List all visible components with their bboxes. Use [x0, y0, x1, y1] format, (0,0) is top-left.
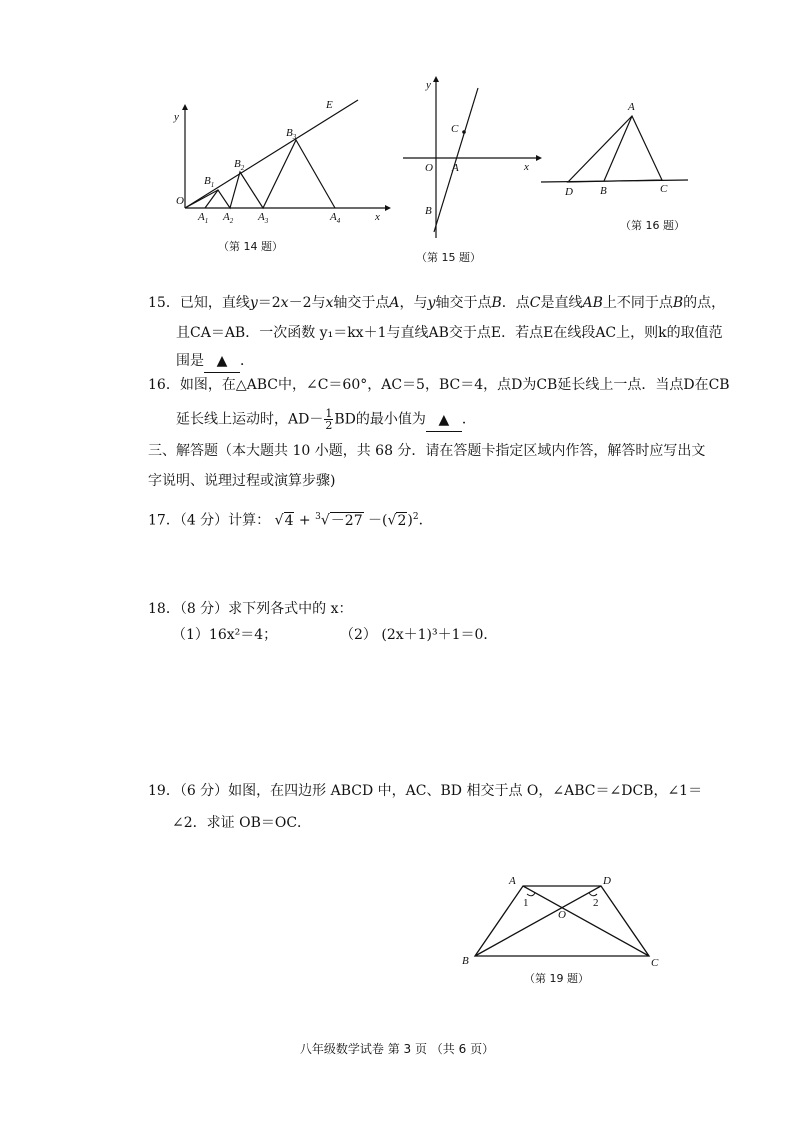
figure-15-caption: （第 15 题）: [416, 251, 481, 264]
fig19-o-label: O: [558, 909, 566, 921]
question-15-line-2: 且CA＝AB．一次函数 y₁＝kx＋1与直线AB交于点E．若点E在线段AC上，则k的取值范: [176, 325, 723, 341]
fig15-origin-label: O: [425, 162, 433, 174]
figure-16: [538, 96, 698, 206]
fig15-c-label: C: [451, 123, 459, 135]
fraction-one-half: $\frac{1}{2}$: [325, 407, 333, 432]
sqrt-icon: √: [387, 512, 397, 529]
fig16-b-label: B: [600, 185, 607, 197]
question-15-line-3: 围是 ▲ ．: [176, 350, 254, 373]
figure-14-diagram: [160, 80, 400, 230]
fig19-b-label: B: [462, 955, 469, 967]
fig14-a2-label: $A_2$: [223, 211, 234, 225]
figure-19-caption: （第 19 题）: [524, 972, 589, 985]
fig15-b-label: B: [425, 205, 432, 217]
fig19-c-label: C: [651, 957, 659, 969]
fig14-x-label: x: [375, 211, 380, 223]
figure-14: [160, 80, 400, 230]
figure-15-diagram: [398, 70, 548, 245]
fig15-a-label: A: [452, 162, 459, 174]
cube-root-icon: √: [320, 512, 330, 529]
question-17-number: 17．: [148, 512, 180, 529]
figure-14-caption: （第 14 题）: [218, 240, 283, 253]
question-19-line-1: 19．（6 分）如图，在四边形 ABCD 中，AC、BD 相交于点 O，∠ABC＝∠DCB，∠1＝: [148, 783, 703, 799]
fig15-y-label: y: [426, 79, 431, 91]
sqrt-icon: √: [274, 512, 284, 529]
fig19-a-label: A: [509, 875, 516, 887]
fig15-x-label: x: [524, 161, 529, 173]
fig19-d-label: D: [603, 875, 611, 887]
fig14-a3-label: $A_3$: [258, 211, 269, 225]
fig14-b1-label: $B_1$: [204, 175, 215, 189]
fig14-b2-label: $B_2$: [234, 158, 245, 172]
fig16-d-label: D: [565, 186, 573, 198]
fig19-angle-1-label: 1: [523, 897, 529, 909]
answer-blank-15[interactable]: ▲: [204, 350, 240, 373]
question-15-number: 15．: [148, 295, 180, 311]
fig14-y-label: y: [174, 111, 179, 123]
section-3-heading-line-1: 三、解答题（本大题共 10 小题，共 68 分．请在答题卡指定区域内作答，解答时应写出文: [148, 443, 706, 459]
question-19-number: 19．: [148, 783, 180, 799]
section-3-heading-line-2: 字说明、说理过程或演算步骤): [148, 473, 336, 489]
figure-15: [398, 70, 548, 245]
question-18-number: 18．: [148, 601, 180, 617]
fig14-e-label: E: [326, 99, 333, 111]
question-16-line-1: 16．如图，在△ABC中，∠C＝60°，AC＝5，BC＝4，点D为CB延长线上一点．当点D在CB: [148, 377, 730, 393]
question-19-line-2: ∠2．求证 OB＝OC．: [172, 815, 312, 831]
answer-blank-16[interactable]: ▲: [426, 409, 462, 432]
fig16-a-label: A: [628, 101, 635, 113]
question-18: 18．（8 分）求下列各式中的 x：: [148, 601, 353, 617]
fig19-angle-2-label: 2: [593, 897, 599, 909]
page-footer: 八年级数学试卷 第 3 页 （共 6 页）: [299, 1042, 495, 1056]
fig16-c-label: C: [660, 183, 668, 195]
fig14-a1-label: $A_1$: [198, 211, 209, 225]
figure-16-diagram: [538, 96, 698, 206]
fig14-origin-label: O: [176, 195, 184, 207]
question-18-part-1: （1）16x²＝4；: [172, 627, 278, 643]
question-16-line-2: 延长线上运动时，AD－ $\frac{1}{2}$ BD的最小值为 ▲ ．: [176, 407, 476, 432]
figure-19-diagram: [455, 870, 670, 970]
fig14-b3-label: $B_3$: [286, 127, 297, 141]
question-16-number: 16．: [148, 377, 180, 393]
figure-16-caption: （第 16 题）: [620, 219, 685, 232]
question-18-part-2: （2） (2x＋1)³＋1＝0．: [340, 627, 498, 643]
question-15-line-1: 15．已知，直线y＝2x－2与x轴交于点A，与y轴交于点B．点C是直线AB上不同于点B的点，: [148, 295, 726, 311]
figure-19: [455, 870, 670, 970]
fig14-a4-label: $A_4$: [330, 211, 341, 225]
question-17: 17．（4 分）计算： $√4 + ^3√-27 -(√2)^2$．: [148, 512, 433, 529]
